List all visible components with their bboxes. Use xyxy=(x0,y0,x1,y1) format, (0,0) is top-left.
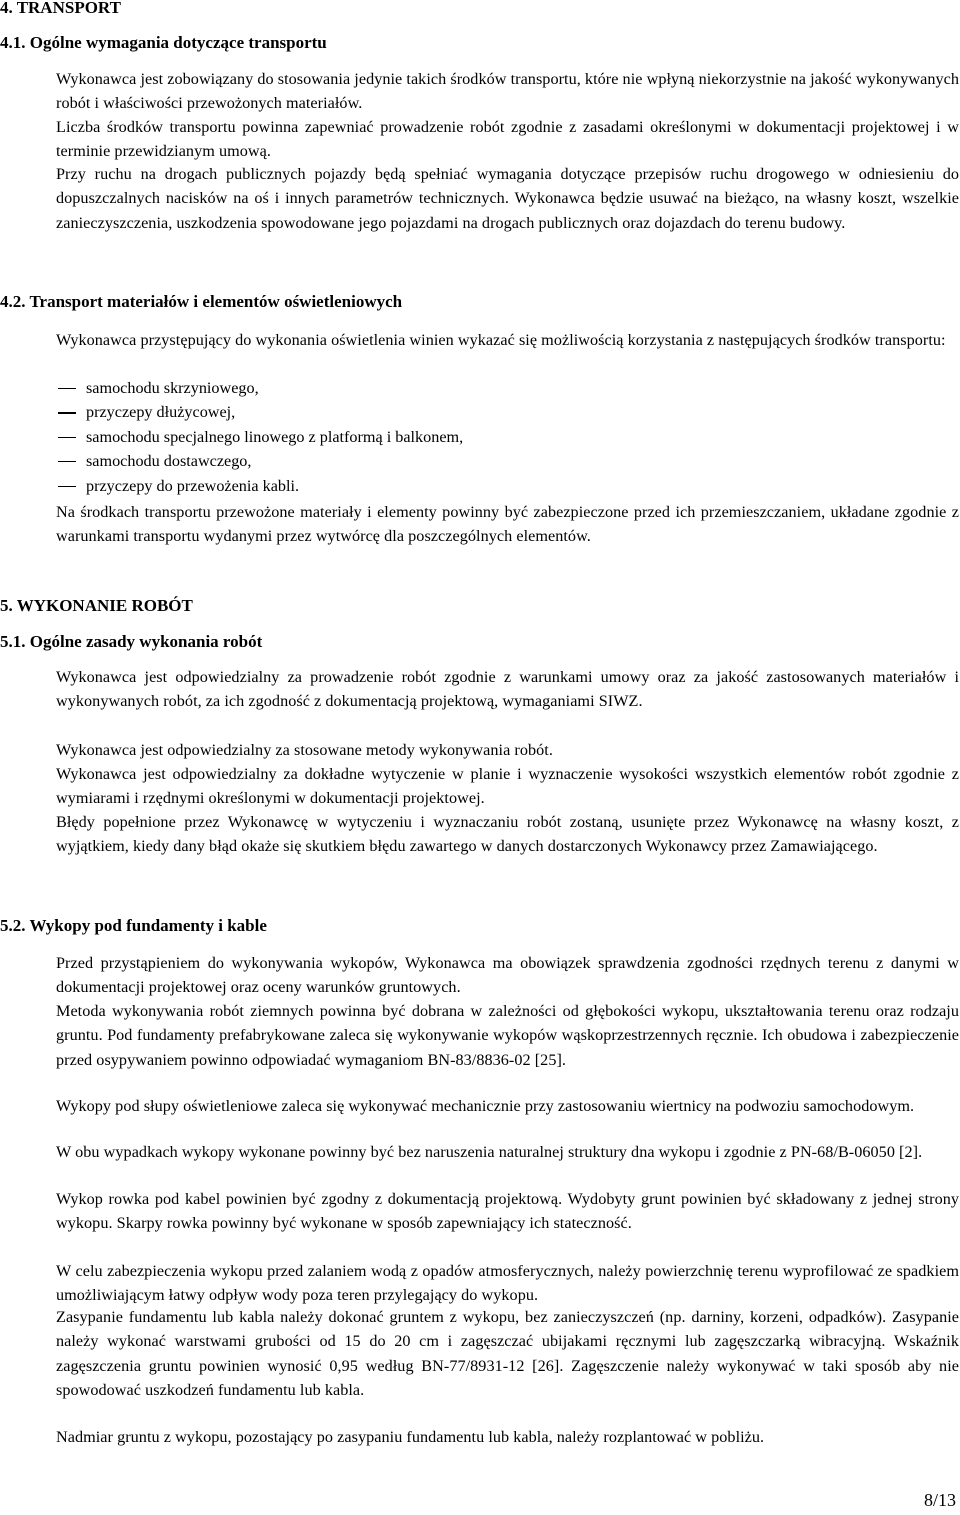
paragraph: Przed przystąpieniem do wykonywania wykopów, Wykonawca ma obowiązek sprawdzenia zgodności rzędnych terenu z danymi w dokumentacji projektowej oraz oceny warunków gruntowych. xyxy=(56,954,959,997)
section-4-1-heading: 4.1. Ogólne wymagania dotyczące transportu xyxy=(0,33,327,52)
paragraph: Wykonawca jest odpowiedzialny za prowadzenie robót zgodnie z warunkami umowy oraz za jakość zastosowanych materiałów i wykonywanych robót, za ich zgodność z dokumentacją projektową, wymaganiami SIWZ. xyxy=(56,668,959,711)
paragraph: W obu wypadkach wykopy wykonane powinny być bez naruszenia naturalnej struktury dna wykopu i zgodnie z PN-68/B-06050 [2]. xyxy=(56,1143,923,1161)
paragraph: Wykonawca jest odpowiedzialny za stosowane metody wykonywania robót. xyxy=(56,741,553,759)
section-5-1-heading: 5.1. Ogólne zasady wykonania robót xyxy=(0,632,263,651)
dash-bullet xyxy=(58,461,76,462)
list-item: samochodu skrzyniowego, xyxy=(56,376,463,400)
list-item: samochodu specjalnego linowego z platformą i balkonem, xyxy=(56,425,463,449)
list-item: samochodu dostawczego, xyxy=(56,449,463,473)
paragraph: Nadmiar gruntu z wykopu, pozostający po zasypaniu fundamentu lub kabla, należy rozplantować w pobliżu. xyxy=(56,1428,765,1446)
paragraph: Wykopy pod słupy oświetleniowe zaleca się wykonywać mechanicznie przy zastosowaniu wiertnicy na podwoziu samochodowym. xyxy=(56,1097,915,1115)
dash-bullet xyxy=(58,437,76,438)
paragraph: Zasypanie fundamentu lub kabla należy dokonać gruntem z wykopu, bez zanieczyszczeń (np. darniny, korzeni, odpadków). Zasypanie należy wykonać warstwami grubości od 15 do 20 cm i zagęszczać ubijakami ręcznymi lub zagęszczarką wibracyjną. Wskaźnik zagęszczenia gruntu powinien wynosić 0,95 według BN-77/8931-12 [26]. Zagęszczenie należy wykonywać w taki sposób aby nie spowodować uszkodzeń fundamentu lub kabla. xyxy=(56,1308,959,1399)
dash-bullet xyxy=(58,412,76,413)
paragraph: Liczba środków transportu powinna zapewniać prowadzenie robót zgodnie z zasadami określonymi w dokumentacji projektowej i w terminie przewidzianym umową. xyxy=(56,118,959,161)
transport-list xyxy=(56,376,463,498)
paragraph: Metoda wykonywania robót ziemnych powinna być dobrana w zależności od głębokości wykopu, ukształtowania terenu oraz rodzaju gruntu. Pod fundamenty prefabrykowane zaleca się wykonywanie wykopów wąskoprzestrzennych ręcznie. Ich obudowa i zabezpieczenie przed osypywaniem powinno odpowiadać wymaganiom BN-83/8836-02 [25]. xyxy=(56,1002,959,1069)
paragraph: Wykonawca jest odpowiedzialny za dokładne wytyczenie w planie i wyznaczenie wysokości wszystkich elementów robót zgodnie z wymiarami i rzędnymi określonymi w dokumentacji projektowej. xyxy=(56,765,959,808)
section-5-2-heading: 5.2. Wykopy pod fundamenty i kable xyxy=(0,916,267,935)
paragraph: Wykonawca jest zobowiązany do stosowania jedynie takich środków transportu, które nie wpłyną niekorzystnie na jakość wykonywanych robót i właściwości przewożonych materiałów. xyxy=(56,70,959,113)
paragraph: W celu zabezpieczenia wykopu przed zalaniem wodą z opadów atmosferycznych, należy powierzchnię terenu wyprofilować ze spadkiem umożliwiającym łatwy odpływ wody poza teren przylegający do wykopu. xyxy=(56,1262,959,1305)
paragraph: Błędy popełnione przez Wykonawcę w wytyczeniu i wyznaczaniu robót zostaną, usunięte przez Wykonawcę na własny koszt, z wyjątkiem, kiedy dany błąd okaże się skutkiem błędu zawartego w danych dostarczonych Wykonawcy przez Zamawiającego. xyxy=(56,813,959,856)
section-4-heading: 4. TRANSPORT xyxy=(0,0,121,17)
paragraph: Przy ruchu na drogach publicznych pojazdy będą spełniać wymagania dotyczące przepisów ruchu drogowego w odniesieniu do dopuszczalnych nacisków na oś i innych parametrów technicznych. Wykonawca będzie usuwać na bieżąco, na własny koszt, wszelkie zanieczyszczenia, uszkodzenia spowodowane jego pojazdami na drogach publicznych oraz dojazdach do terenu budowy. xyxy=(56,165,959,232)
list-item: przyczepy dłużycowej, xyxy=(56,400,463,424)
page-number: 8/13 xyxy=(923,1490,956,1510)
section-4-2-heading: 4.2. Transport materiałów i elementów oświetleniowych xyxy=(0,292,403,311)
paragraph: Wykop rowka pod kabel powinien być zgodny z dokumentacją projektową. Wydobyty grunt powinien być składowany z jednej strony wykopu. Skarpy rowka powinny być wykonane w sposób zapewniający ich stateczność. xyxy=(56,1190,959,1233)
list-item: przyczepy do przewożenia kabli. xyxy=(56,474,463,498)
dash-bullet xyxy=(58,388,76,389)
paragraph: Wykonawca przystępujący do wykonania oświetlenia winien wykazać się możliwością korzystania z następujących środków transportu: xyxy=(56,331,946,349)
dash-bullet xyxy=(58,486,76,487)
paragraph: Na środkach transportu przewożone materiały i elementy powinny być zabezpieczone przed ich przemieszczaniem, układane zgodnie z warunkami transportu wydanymi przez wytwórcę dla poszczególnych elementów. xyxy=(56,503,959,546)
section-5-heading: 5. WYKONANIE ROBÓT xyxy=(0,596,193,615)
